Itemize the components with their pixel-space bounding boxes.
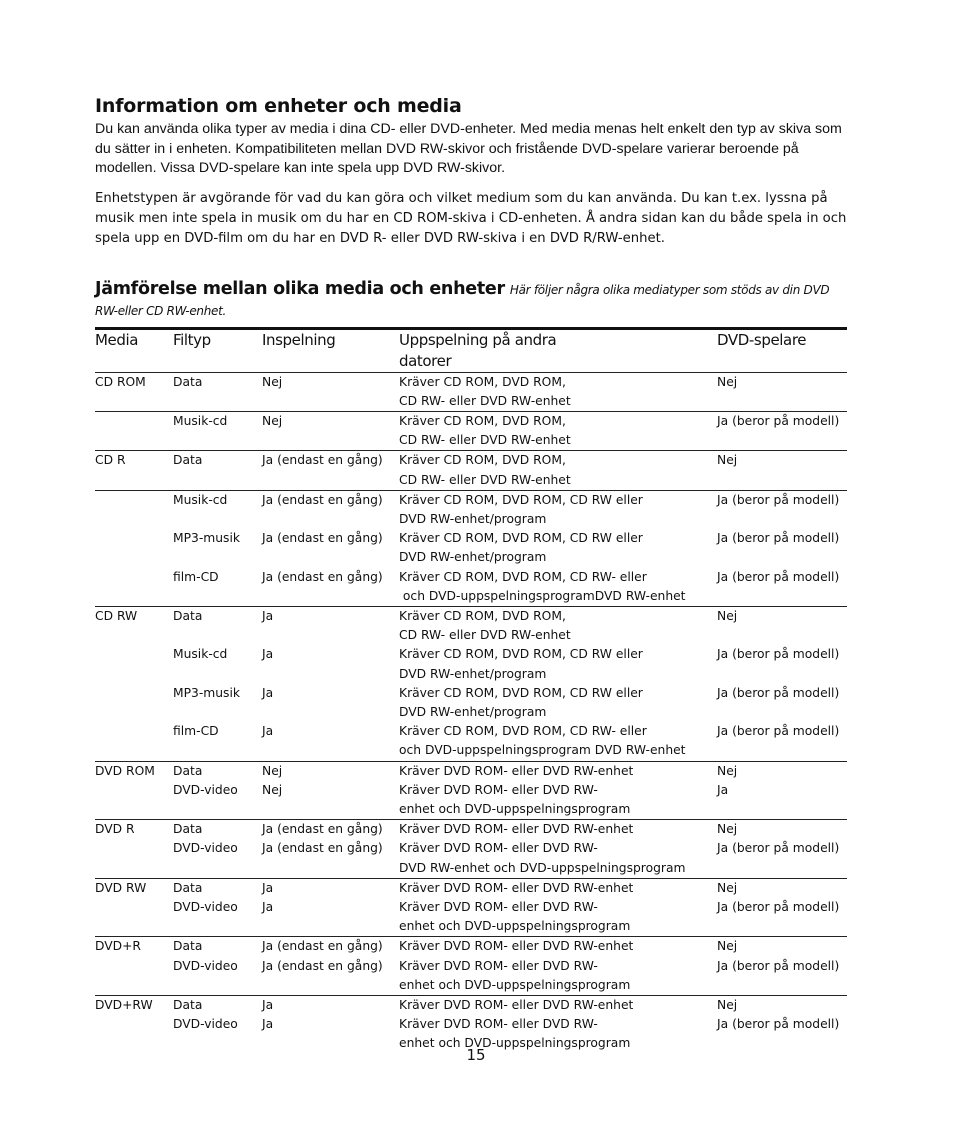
cell-media: DVD ROM bbox=[95, 761, 173, 781]
cell-filetype: Data bbox=[173, 451, 262, 490]
cell-filetype: Data bbox=[173, 820, 262, 840]
playback-line-1: Kräver CD ROM, DVD ROM, bbox=[399, 374, 566, 389]
playback-line-1: Kräver DVD ROM- eller DVD RW-enhet bbox=[399, 822, 634, 837]
cell-dvd-player: Nej bbox=[717, 878, 847, 898]
playback-line-1: Kräver CD ROM, DVD ROM, bbox=[399, 413, 566, 428]
table-header-row bbox=[95, 328, 847, 372]
playback-line-1: Kräver DVD ROM- eller DVD RW- bbox=[399, 841, 598, 856]
cell-dvd-player: Nej bbox=[717, 606, 847, 645]
playback-line-1: Kräver DVD ROM- eller DVD RW- bbox=[399, 958, 598, 973]
cell-media: DVD+R bbox=[95, 937, 173, 957]
cell-dvd-player: Ja (beror på modell) bbox=[717, 1017, 840, 1032]
header-filetype: Filtyp bbox=[173, 328, 262, 372]
playback-line-2: enhet och DVD-uppspelningsprogram bbox=[399, 1036, 631, 1051]
table-row bbox=[95, 781, 847, 820]
playback-line-2: och DVD-uppspelningsprogramDVD RW-enhet bbox=[399, 588, 686, 603]
cell-dvd-player: Ja (beror på modell) bbox=[717, 899, 840, 914]
cell-playback bbox=[399, 781, 717, 820]
table-row bbox=[95, 878, 847, 898]
cell-dvd-player: Ja (beror på modell) bbox=[717, 841, 840, 856]
cell-playback bbox=[399, 820, 717, 840]
playback-line-2: DVD RW-enhet och DVD-uppspelningsprogram bbox=[399, 860, 686, 875]
table-row bbox=[95, 490, 847, 529]
cell-filetype: Musik-cd bbox=[173, 647, 228, 662]
playback-line-1: Kräver DVD ROM- eller DVD RW- bbox=[399, 899, 598, 914]
playback-line-2: enhet och DVD-uppspelningsprogram bbox=[399, 919, 631, 934]
cell-playback bbox=[399, 411, 717, 450]
body-paragraph: Enhetstypen är avgörande för vad du kan göra och vilket medium som du kan använda. Du kan t.ex. lyssna på musik men inte spela in musik om du har en CD ROM-skiva i CD-enheten. Å andra sidan kan du både spela in och spela upp en DVD-film om du har en DVD R- eller DVD RW-skiva i en DVD R/RW-enhet. bbox=[95, 190, 847, 246]
cell-media bbox=[95, 490, 173, 529]
playback-line-2: enhet och DVD-uppspelningsprogram bbox=[399, 801, 631, 816]
playback-line-2: DVD RW-enhet/program bbox=[399, 666, 547, 681]
table-row bbox=[95, 529, 847, 567]
playback-line-2: DVD RW-enhet/program bbox=[399, 511, 547, 526]
cell-playback bbox=[399, 761, 717, 781]
cell-media bbox=[95, 839, 173, 878]
cell-media: DVD+RW bbox=[95, 996, 173, 1016]
cell-dvd-player: Nej bbox=[717, 451, 847, 490]
cell-recording: Ja bbox=[262, 685, 274, 700]
cell-filetype: film-CD bbox=[173, 724, 219, 739]
cell-media: DVD R bbox=[95, 820, 173, 840]
cell-playback bbox=[399, 645, 717, 683]
cell-filetype: DVD-video bbox=[173, 782, 238, 797]
playback-line-1: Kräver CD ROM, DVD ROM, CD RW eller bbox=[399, 647, 643, 662]
table-row bbox=[95, 684, 847, 722]
playback-line-2: CD RW- eller DVD RW-enhet bbox=[399, 393, 571, 408]
cell-media: CD R bbox=[95, 451, 173, 490]
table-row bbox=[95, 839, 847, 878]
cell-dvd-player: Nej bbox=[717, 996, 847, 1016]
playback-line-2: DVD RW-enhet/program bbox=[399, 704, 547, 719]
cell-filetype: Data bbox=[173, 937, 262, 957]
header-recording: Inspelning bbox=[262, 328, 399, 372]
cell-recording: Ja (endast en gång) bbox=[262, 958, 383, 973]
playback-line-1: Kräver DVD ROM- eller DVD RW-enhet bbox=[399, 939, 634, 954]
playback-line-1: Kräver DVD ROM- eller DVD RW-enhet bbox=[399, 763, 634, 778]
table-row bbox=[95, 568, 847, 607]
cell-playback bbox=[399, 568, 717, 607]
cell-recording: Ja (endast en gång) bbox=[262, 531, 383, 546]
header-playback: Uppspelning på andra datorer bbox=[399, 328, 717, 372]
comparison-heading bbox=[95, 279, 847, 321]
cell-filetype: Data bbox=[173, 761, 262, 781]
table-row bbox=[95, 957, 847, 996]
playback-line-2: DVD RW-enhet/program bbox=[399, 550, 547, 565]
cell-playback bbox=[399, 878, 717, 898]
cell-dvd-player: Nej bbox=[717, 761, 847, 781]
playback-line-1: Kräver CD ROM, DVD ROM, CD RW eller bbox=[399, 492, 643, 507]
comparison-title: Jämförelse mellan olika media och enheter bbox=[95, 278, 505, 299]
cell-playback bbox=[399, 839, 717, 878]
header-media: Media bbox=[95, 328, 173, 372]
playback-line-1: Kräver CD ROM, DVD ROM, CD RW- eller bbox=[399, 569, 647, 584]
cell-dvd-player: Ja bbox=[717, 782, 729, 797]
comparison-subtitle: Här följer några olika mediatyper som stöds av din DVD RW-eller CD RW-enhet. bbox=[95, 282, 830, 318]
cell-filetype: DVD-video bbox=[173, 1017, 238, 1032]
cell-recording: Ja bbox=[262, 899, 274, 914]
table-row bbox=[95, 996, 847, 1016]
cell-playback bbox=[399, 898, 717, 937]
cell-dvd-player: Ja (beror på modell) bbox=[717, 647, 840, 662]
cell-dvd-player: Nej bbox=[717, 372, 847, 411]
cell-playback bbox=[399, 451, 717, 490]
playback-line-1: Kräver DVD ROM- eller DVD RW-enhet bbox=[399, 998, 634, 1012]
cell-recording: Ja bbox=[262, 996, 399, 1016]
playback-line-1: Kräver CD ROM, DVD ROM, CD RW eller bbox=[399, 531, 643, 546]
cell-recording: Ja bbox=[262, 724, 274, 739]
cell-filetype: DVD-video bbox=[173, 899, 238, 914]
cell-recording: Ja (endast en gång) bbox=[262, 841, 383, 856]
cell-media: CD ROM bbox=[95, 372, 173, 411]
header-dvd-player: DVD-spelare bbox=[717, 328, 847, 372]
section-title: Information om enheter och media bbox=[95, 95, 462, 117]
cell-recording: Nej bbox=[262, 411, 399, 450]
cell-dvd-player: Ja (beror på modell) bbox=[717, 490, 847, 529]
cell-media bbox=[95, 957, 173, 996]
table-row bbox=[95, 606, 847, 645]
table-row bbox=[95, 898, 847, 937]
playback-line-2: CD RW- eller DVD RW-enhet bbox=[399, 628, 571, 643]
cell-recording: Ja bbox=[262, 878, 399, 898]
cell-playback bbox=[399, 996, 717, 1016]
document-page bbox=[95, 95, 847, 1054]
cell-dvd-player: Nej bbox=[717, 937, 847, 957]
cell-media bbox=[95, 684, 173, 722]
cell-playback bbox=[399, 937, 717, 957]
cell-recording: Nej bbox=[262, 782, 283, 797]
cell-playback bbox=[399, 490, 717, 529]
cell-media bbox=[95, 781, 173, 820]
table-row bbox=[95, 722, 847, 761]
cell-recording: Ja (endast en gång) bbox=[262, 569, 383, 584]
cell-playback bbox=[399, 372, 717, 411]
playback-line-2: enhet och DVD-uppspelningsprogram bbox=[399, 977, 631, 992]
playback-line-2: CD RW- eller DVD RW-enhet bbox=[399, 472, 571, 487]
cell-recording: Ja bbox=[262, 647, 274, 662]
cell-filetype: DVD-video bbox=[173, 958, 238, 973]
cell-recording: Ja (endast en gång) bbox=[262, 490, 399, 529]
playback-line-1: Kräver DVD ROM- eller DVD RW- bbox=[399, 1017, 598, 1032]
cell-filetype: MP3-musik bbox=[173, 685, 241, 700]
cell-dvd-player: Ja (beror på modell) bbox=[717, 411, 847, 450]
table-row bbox=[95, 645, 847, 683]
table-row bbox=[95, 820, 847, 840]
page-number: 15 bbox=[466, 1046, 486, 1064]
cell-media bbox=[95, 568, 173, 607]
cell-dvd-player: Ja (beror på modell) bbox=[717, 724, 840, 739]
cell-media bbox=[95, 529, 173, 567]
playback-line-1: Kräver DVD ROM- eller DVD RW-enhet bbox=[399, 880, 634, 895]
cell-media: CD RW bbox=[95, 606, 173, 645]
playback-line-1: Kräver CD ROM, DVD ROM, bbox=[399, 453, 566, 468]
playback-line-1: Kräver CD ROM, DVD ROM, bbox=[399, 608, 566, 623]
cell-playback bbox=[399, 529, 717, 567]
playback-line-1: Kräver CD ROM, DVD ROM, CD RW- eller bbox=[399, 724, 647, 739]
cell-recording: Nej bbox=[262, 761, 399, 781]
cell-dvd-player: Ja (beror på modell) bbox=[717, 569, 840, 584]
cell-playback bbox=[399, 722, 717, 761]
playback-line-2: CD RW- eller DVD RW-enhet bbox=[399, 433, 571, 448]
table-row bbox=[95, 372, 847, 411]
cell-filetype: Musik-cd bbox=[173, 490, 262, 529]
table-body bbox=[95, 372, 847, 1054]
cell-filetype: Data bbox=[173, 878, 262, 898]
cell-recording: Ja (endast en gång) bbox=[262, 937, 399, 957]
intro-paragraph: Du kan använda olika typer av media i dina CD- eller DVD-enheter. Med media menas helt enkelt den typ av skiva som du sätter in i enheten. Kompatibiliteten mellan DVD RW-skivor och fristående DVD-spelare varierar beroende på modellen. Vissa DVD-spelare kan inte spela upp DVD RW-skivor. bbox=[95, 121, 842, 176]
cell-dvd-player: Ja (beror på modell) bbox=[717, 685, 840, 700]
cell-recording: Ja (endast en gång) bbox=[262, 820, 399, 840]
cell-filetype: Data bbox=[173, 996, 262, 1016]
cell-playback bbox=[399, 957, 717, 996]
cell-media bbox=[95, 645, 173, 683]
cell-dvd-player: Ja (beror på modell) bbox=[717, 531, 840, 546]
cell-filetype: DVD-video bbox=[173, 841, 238, 856]
table-row bbox=[95, 761, 847, 781]
media-compatibility-table bbox=[95, 327, 847, 1054]
cell-media bbox=[95, 722, 173, 761]
cell-media bbox=[95, 898, 173, 937]
cell-dvd-player: Nej bbox=[717, 820, 847, 840]
table-row bbox=[95, 411, 847, 450]
cell-playback bbox=[399, 606, 717, 645]
cell-filetype: Data bbox=[173, 606, 262, 645]
table-row bbox=[95, 937, 847, 957]
cell-recording: Ja (endast en gång) bbox=[262, 451, 399, 490]
cell-recording: Nej bbox=[262, 372, 399, 411]
cell-recording: Ja bbox=[262, 606, 399, 645]
cell-filetype: MP3-musik bbox=[173, 531, 241, 546]
cell-media bbox=[95, 411, 173, 450]
playback-line-2: och DVD-uppspelningsprogram DVD RW-enhet bbox=[399, 743, 686, 758]
cell-filetype: film-CD bbox=[173, 569, 219, 584]
table-row bbox=[95, 451, 847, 490]
cell-dvd-player: Ja (beror på modell) bbox=[717, 958, 840, 973]
cell-recording: Ja bbox=[262, 1017, 274, 1032]
playback-line-1: Kräver CD ROM, DVD ROM, CD RW eller bbox=[399, 685, 643, 700]
cell-filetype: Data bbox=[173, 372, 262, 411]
playback-line-1: Kräver DVD ROM- eller DVD RW- bbox=[399, 782, 598, 797]
cell-playback bbox=[399, 684, 717, 722]
cell-filetype: Musik-cd bbox=[173, 411, 262, 450]
cell-media: DVD RW bbox=[95, 878, 173, 898]
